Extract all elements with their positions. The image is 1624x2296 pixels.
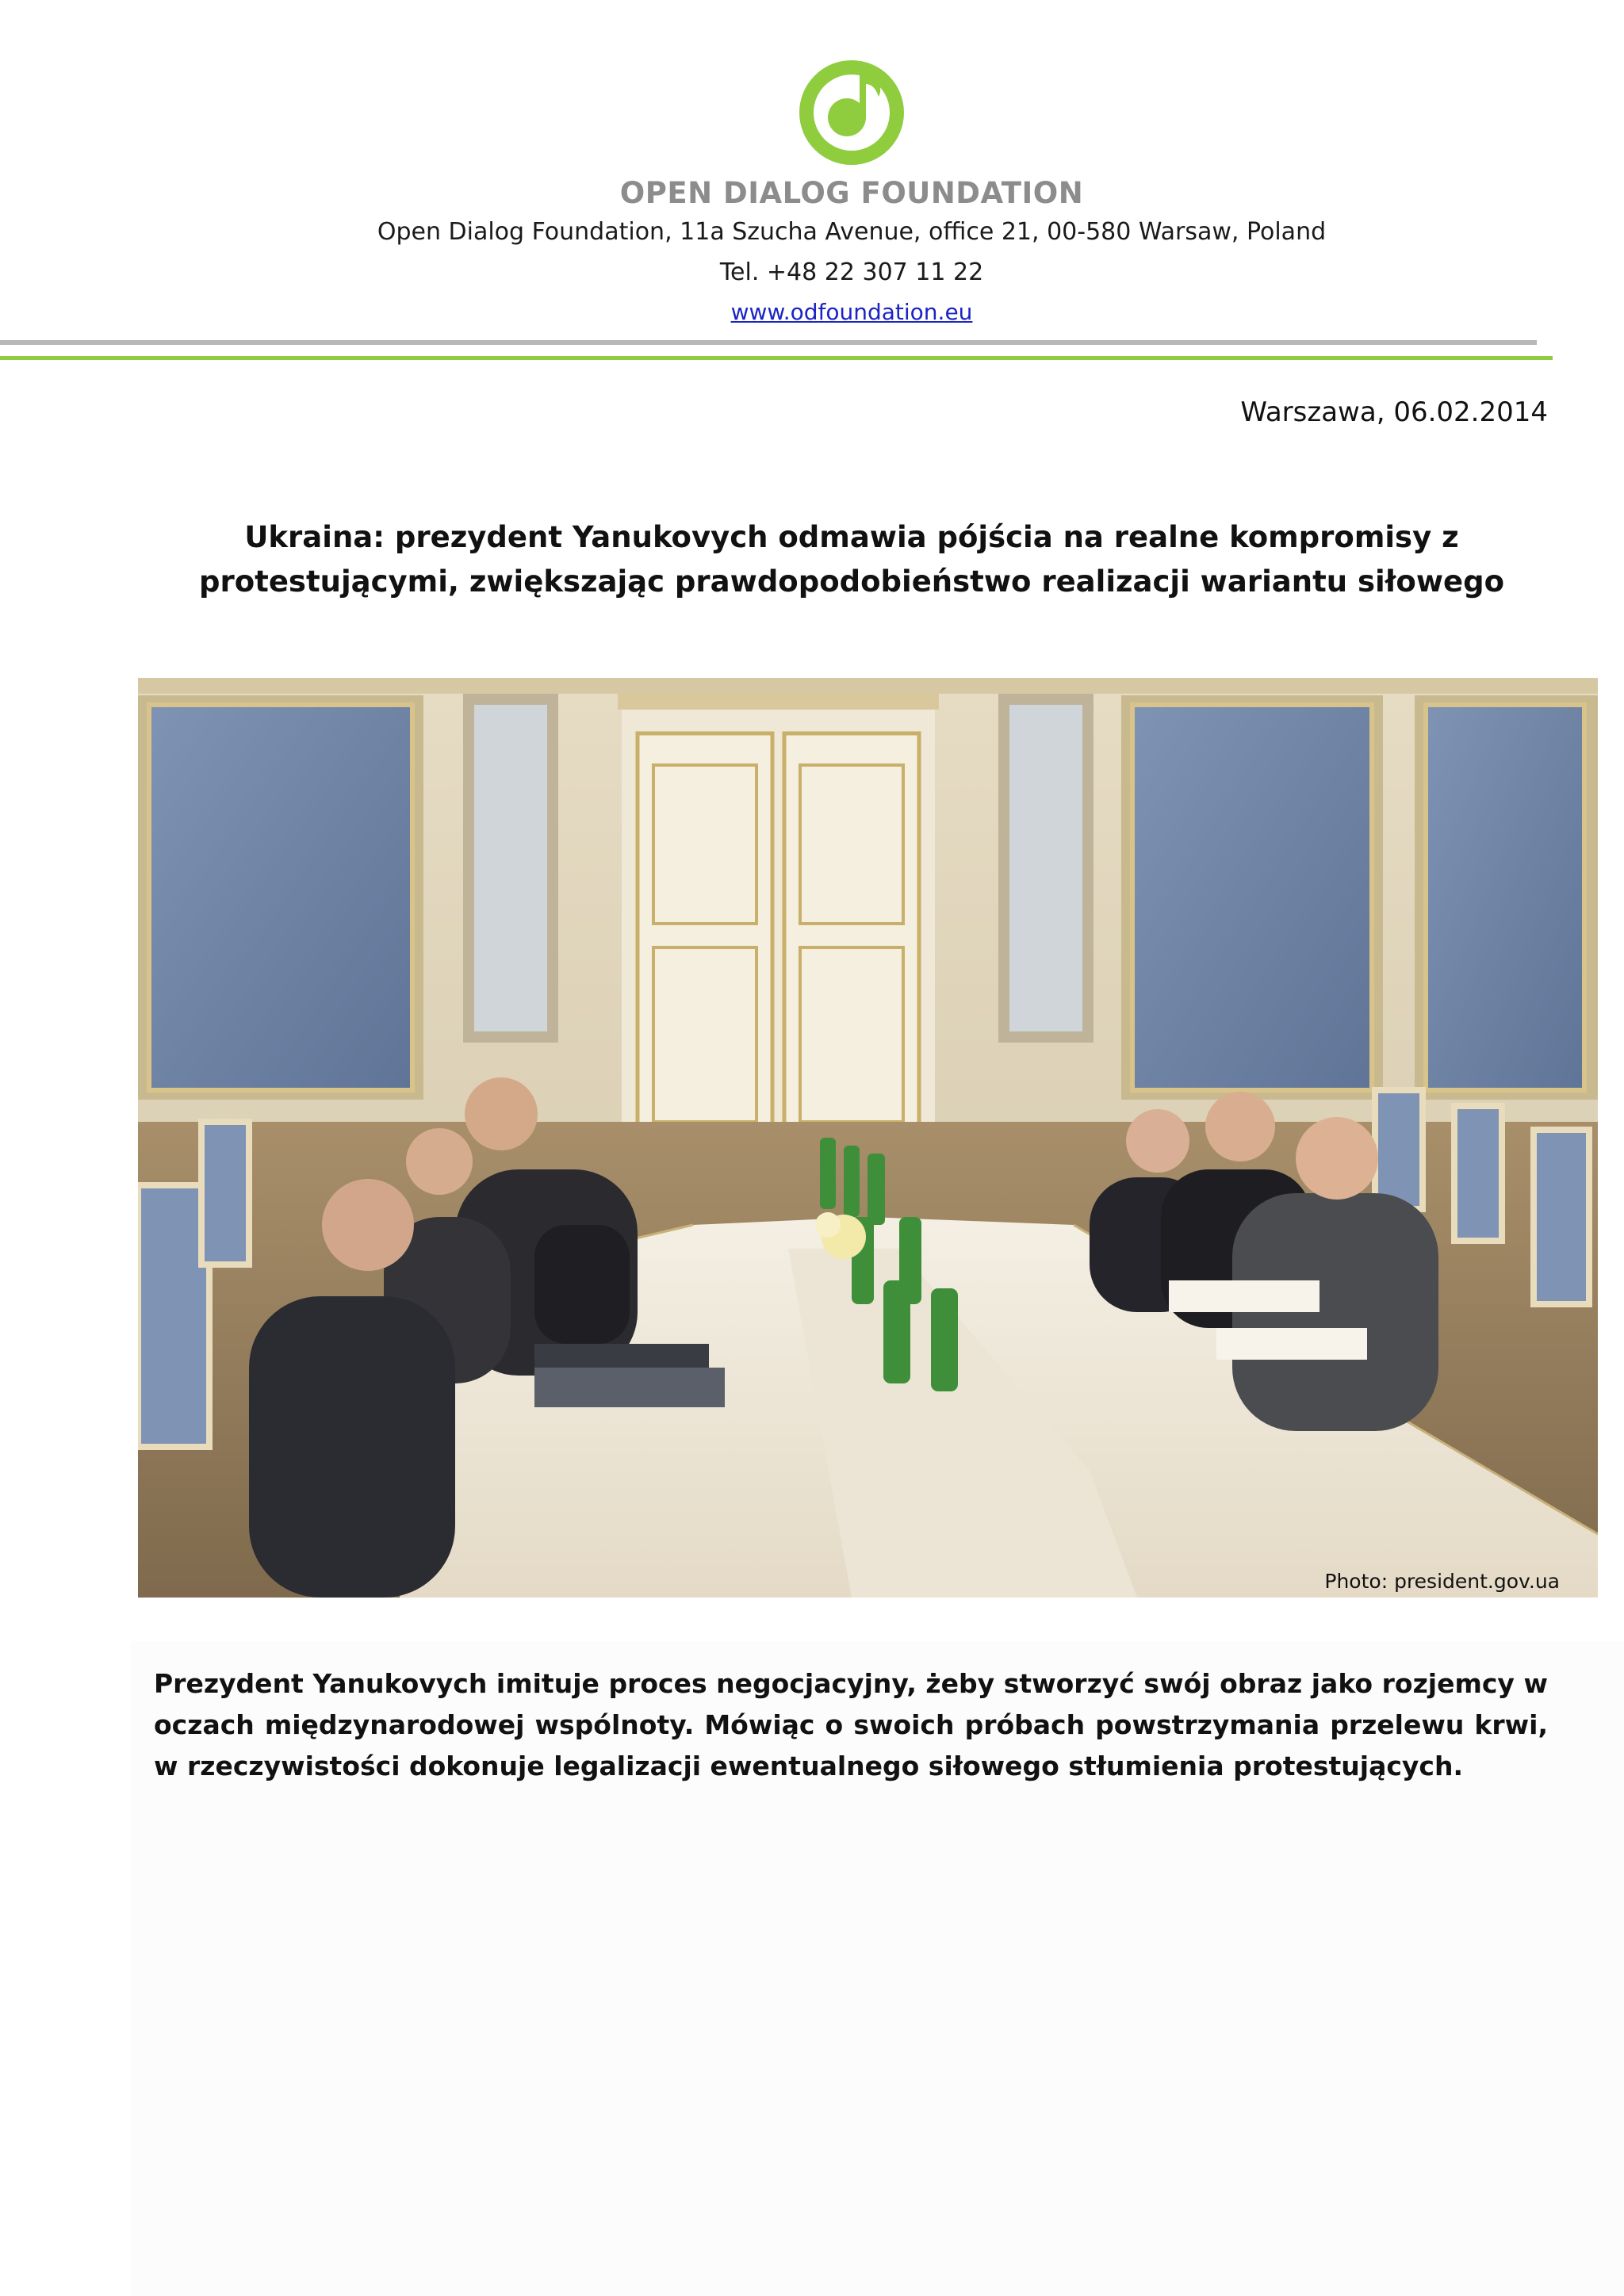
organization-address: Open Dialog Foundation, 11a Szucha Avenue, office 21, 00-580 Warsaw, Poland <box>377 218 1327 246</box>
photo-credit: Photo: president.gov.ua <box>1324 1570 1560 1593</box>
header-divider-green <box>0 356 1553 360</box>
lead-paragraph: Prezydent Yanukovych imituje proces negocjacyjny, żeby stworzyć swój obraz jako rozjemcy w oczach międzynarodowej wspólnoty. Mówiąc o swoich próbach powstrzymania przelewu krwi, w rzeczywistości dokonuje legalizacji ewentualnego siłowego stłumienia protestujących. <box>154 1668 1548 1781</box>
organization-name: OPEN DIALOG FOUNDATION <box>619 176 1084 210</box>
odf-logo-icon <box>791 52 912 173</box>
document-title: Ukraina: prezydent Yanukovych odmawia pójścia na realne kompromisy z protestującymi, zwiększając prawdopodobieństwo realizacji wariantu siłowego <box>198 520 1505 599</box>
document-date: Warszawa, 06.02.2014 <box>1240 396 1548 428</box>
organization-phone: Tel. +48 22 307 11 22 <box>719 258 984 286</box>
website-link[interactable]: www.odfoundation.eu <box>730 299 973 325</box>
header-divider-grey <box>0 340 1537 345</box>
news-photo <box>138 678 1598 1598</box>
